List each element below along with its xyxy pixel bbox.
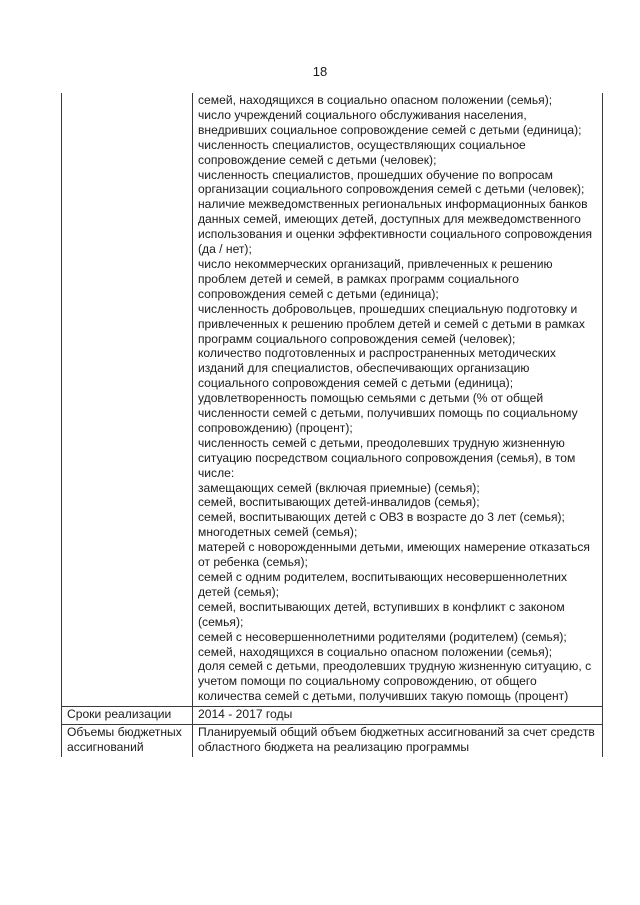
budget-row xyxy=(62,725,603,757)
indicator-item: семей с несовершеннолетними родителями (родителем) (семья); xyxy=(198,629,567,644)
indicator-item: количество подготовленных и распространенных методических изданий для специалистов, обеспечивающих организацию социального сопровождения семей с детьми (единица); xyxy=(198,346,556,391)
term-row xyxy=(62,707,603,725)
indicator-item: численность семей с детьми, преодолевших трудную жизненную ситуацию посредством социального сопровождения (семья), в том числе: xyxy=(198,435,576,480)
indicator-item: семей, воспитывающих детей с ОВЗ в возрасте до 3 лет (семья); xyxy=(198,510,565,525)
indicators-cell xyxy=(193,93,603,707)
budget-value: Планируемый общий объем бюджетных ассигнований за счет средств областного бюджета на реализацию программы xyxy=(193,725,603,757)
indicator-item: число некоммерческих организаций, привлеченных к решению проблем детей и семей, в рамках программ социального сопровождения семей с детьми (единица); xyxy=(198,256,553,301)
indicator-item: семей, находящихся в социально опасном положении (семья); xyxy=(198,644,553,659)
indicator-item: удовлетворенность помощью семьями с детьми (% от общей численности семей с детьми, получивших помощь по социальному сопровождению) (процент); xyxy=(198,391,578,435)
indicator-item: семей с одним родителем, воспитывающих несовершеннолетних детей (семья); xyxy=(198,570,568,599)
indicator-item: доля семей с детьми, преодолевших трудную жизненную ситуацию, с учетом помощи по социальному сопровождению, от общего количества семей с детьми, получивших такую помощь (процент) xyxy=(198,659,592,704)
indicator-item: численность добровольцев, прошедших специальную подготовку и привлеченных к решению проблем детей и семей с детьми в рамках программ социального сопровождения семей (человек); xyxy=(198,301,585,346)
budget-label: Объемы бюджетных ассигнований xyxy=(62,725,193,757)
page-number: 18 xyxy=(312,64,328,79)
term-value: 2014 - 2017 годы xyxy=(193,707,603,725)
indicator-item: наличие межведомственных региональных информационных банков данных семей, имеющих детей, доступных для межведомственного использования и оценки эффективности социального сопровождения (да / нет); xyxy=(198,197,593,257)
passport-table xyxy=(61,93,603,757)
indicator-item: численность специалистов, осуществляющих социальное сопровождение семей с детьми (человек); xyxy=(198,137,526,167)
indicator-item: семей, находящихся в социально опасном положении (семья); xyxy=(198,93,553,107)
indicator-item: матерей с новорожденными детьми, имеющих намерение отказаться от ребенка (семья); xyxy=(198,540,590,570)
indicator-item: многодетных семей (семья); xyxy=(198,525,358,540)
indicator-item: замещающих семей (включая приемные) (семья); xyxy=(198,480,480,495)
indicator-item: семей, воспитывающих детей, вступивших в конфликт с законом (семья); xyxy=(198,599,565,629)
indicator-item: численность специалистов, прошедших обучение по вопросам организации социального сопровождения семей с детьми (человек); xyxy=(198,167,585,197)
indicator-item: семей, воспитывающих детей-инвалидов (семья); xyxy=(198,495,480,510)
indicators-label-cell xyxy=(62,93,193,707)
indicator-item: число учреждений социального обслуживания населения, внедривших социальное сопровождение семей с детьми (единица); xyxy=(198,107,582,137)
indicators-row xyxy=(62,93,603,707)
term-label: Сроки реализации xyxy=(62,707,193,725)
